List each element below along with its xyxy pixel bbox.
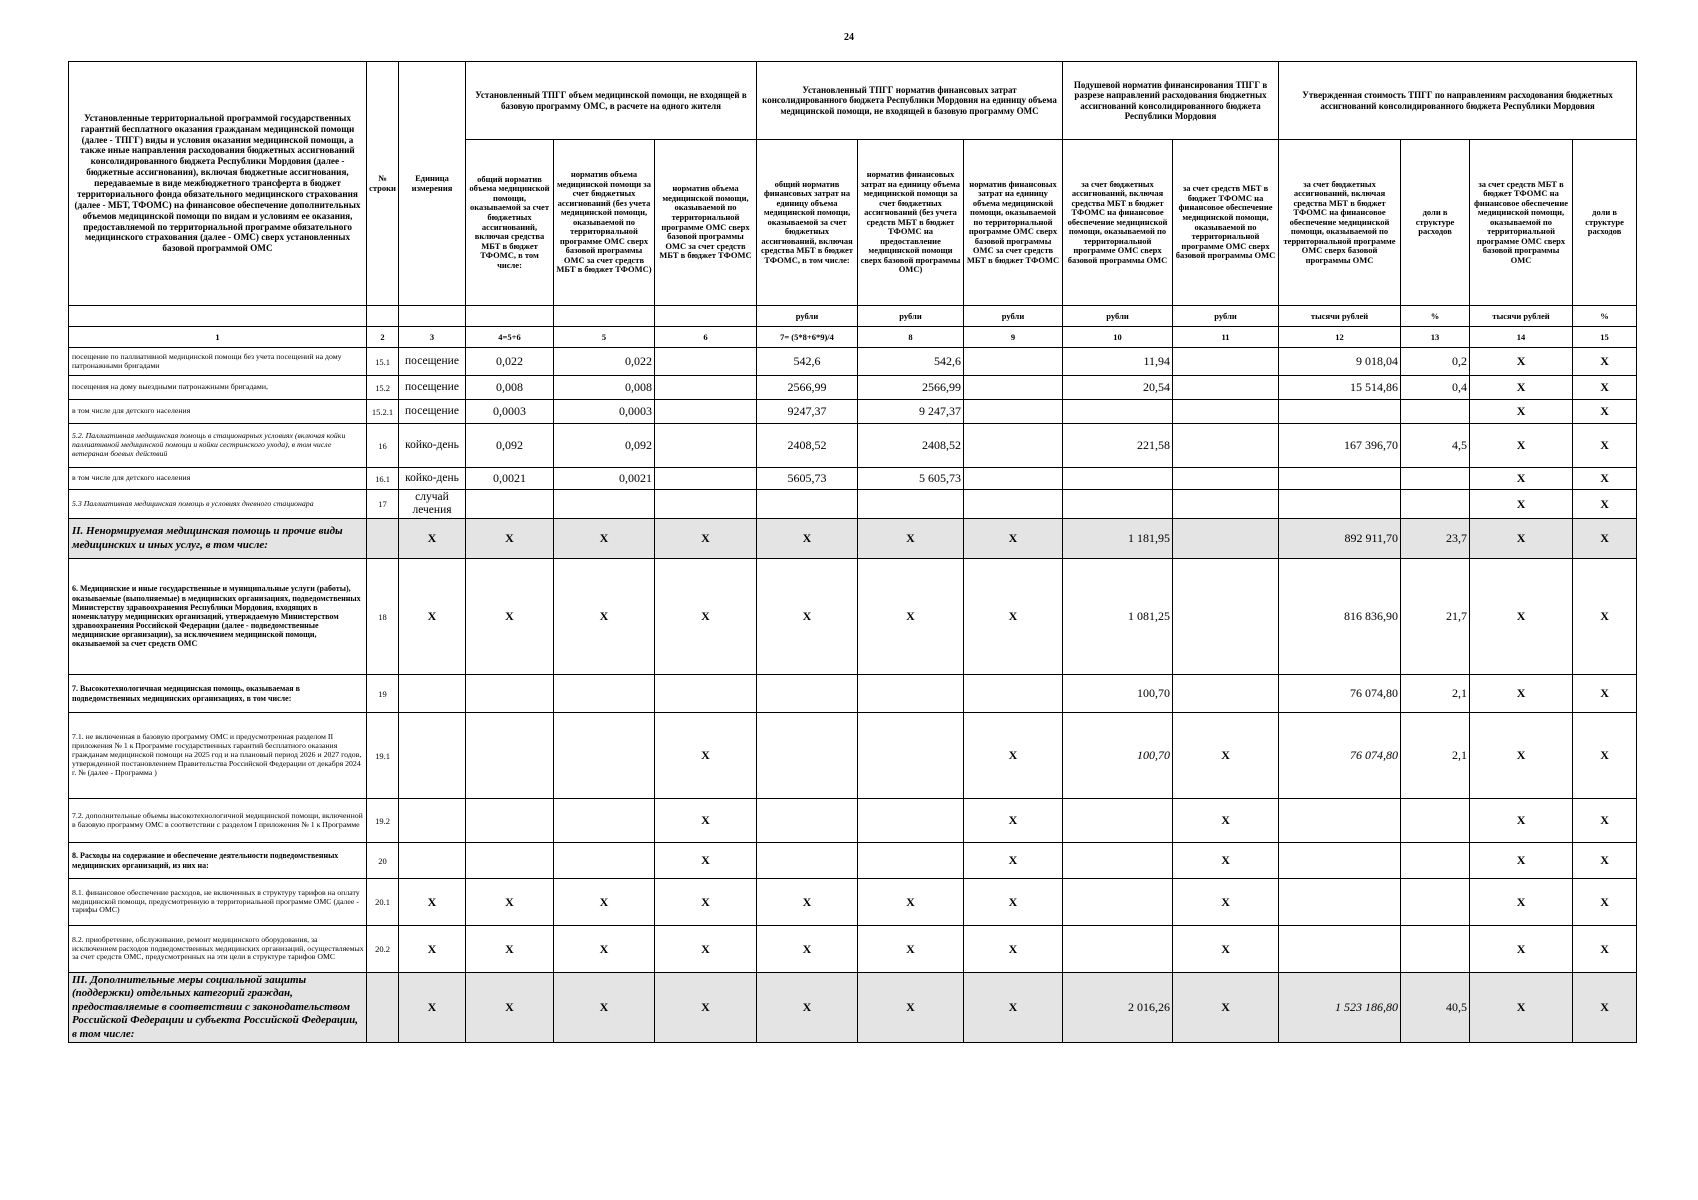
row-unit: X — [399, 926, 466, 973]
column-number: 4=5+6 — [466, 327, 554, 348]
cell-c15: X — [1573, 376, 1637, 400]
cell-c12 — [1279, 799, 1401, 843]
cell-c5: X — [554, 879, 655, 926]
cell-c9 — [964, 376, 1063, 400]
unit-cell: рубли — [1063, 306, 1173, 327]
cell-c14: X — [1470, 799, 1573, 843]
cell-c10 — [1063, 799, 1173, 843]
row-unit — [399, 675, 466, 713]
cell-c15: X — [1573, 468, 1637, 490]
cell-c11 — [1173, 675, 1279, 713]
row-unit: X — [399, 973, 466, 1043]
cell-c13: 2,1 — [1401, 675, 1470, 713]
cell-c15: X — [1573, 926, 1637, 973]
cell-c8: X — [858, 519, 964, 559]
cell-c4 — [466, 799, 554, 843]
cell-c12 — [1279, 490, 1401, 519]
cell-c10: 100,70 — [1063, 675, 1173, 713]
cell-c6: X — [655, 519, 757, 559]
cell-c12: 76 074,80 — [1279, 675, 1401, 713]
cell-c14: X — [1470, 424, 1573, 468]
cell-c11 — [1173, 559, 1279, 675]
header-col1: Установленные территориальной программой государственных гарантий бесплатного оказания гражданам медицинской помощи (далее - ТПГГ) виды и условия оказания медицинской помощи, а также иные направления расходования бюджетных ассигнований консолидированного бюджета Республики Мордовия (далее - бюджетные ассигнования), включая бюджетные ассигнования, передаваемые в виде межбюджетного трансферта в бюджет территориального фонда обязательного медицинского страхования (далее - МБТ, ТФОМС) на финансовое обеспечение дополнительных объемов медицинской помощи по видам и условиям ее оказания, предоставляемой по территориальной программе обязательного медицинского страхования (далее - ОМС) сверх установленных базовой программой ОМС — [69, 62, 367, 306]
unit-cell: рубли — [964, 306, 1063, 327]
cell-c6: X — [655, 559, 757, 675]
header-group-norm-cost: Установленный ТПГГ норматив финансовых затрат консолидированного бюджета Республики Мордовия на единицу объема медицинской помощи, не входящей в базовую программу ОМС — [757, 62, 1063, 140]
cell-c10: 1 081,25 — [1063, 559, 1173, 675]
cell-c15: X — [1573, 843, 1637, 879]
cell-c11: X — [1173, 879, 1279, 926]
cell-c8: 9 247,37 — [858, 400, 964, 424]
cell-c6: X — [655, 926, 757, 973]
cell-c4: X — [466, 879, 554, 926]
row-number: 20.2 — [367, 926, 399, 973]
row-name: 7.2. дополнительные объемы высокотехнологичной медицинской помощи, включенной в базовую программу ОМС в соответствии с разделом I приложения № 1 к Программе — [69, 799, 367, 843]
table-row — [69, 348, 1637, 376]
row-name: 6. Медицинские и иные государственные и муниципальные услуги (работы), оказываемые (выполняемые) в медицинских организациях, подведомственных Министерству здравоохранения Республики Мордовия, входящих в номенклатуру медицинских организаций, утверждаемую Министерством здравоохранения Российской Федерации (далее - подведомственные медицинские организации), за исключением медицинской помощи, оказываемой за счет средств ОМС — [69, 559, 367, 675]
row-number: 20.1 — [367, 879, 399, 926]
cell-c7: X — [757, 926, 858, 973]
cell-c12 — [1279, 879, 1401, 926]
row-number: 17 — [367, 490, 399, 519]
unit-cell — [69, 306, 367, 327]
row-number: 19.2 — [367, 799, 399, 843]
cell-c6 — [655, 424, 757, 468]
row-name: 5.3 Паллиативная медицинская помощь в условиях дневного стационара — [69, 490, 367, 519]
cell-c15: X — [1573, 348, 1637, 376]
header-col14: за счет средств МБТ в бюджет ТФОМС на финансовое обеспечение медицинской помощи, оказываемой по территориальной программе ОМС сверх базовой программы ОМС — [1470, 140, 1573, 306]
cell-c15: X — [1573, 424, 1637, 468]
cell-c6 — [655, 490, 757, 519]
cell-c5: 0,022 — [554, 348, 655, 376]
cell-c12: 76 074,80 — [1279, 713, 1401, 799]
header-col10: за счет бюджетных ассигнований, включая средства МБТ в бюджет ТФОМС на финансовое обеспечение медицинской помощи, оказываемой по территориальной программе ОМС сверх базовой программы ОМС — [1063, 140, 1173, 306]
cell-c6: X — [655, 713, 757, 799]
row-unit: койко-день — [399, 468, 466, 490]
column-number: 14 — [1470, 327, 1573, 348]
cell-c13: 2,1 — [1401, 713, 1470, 799]
row-unit: X — [399, 519, 466, 559]
table-row — [69, 879, 1637, 926]
cell-c6 — [655, 400, 757, 424]
cell-c10 — [1063, 490, 1173, 519]
row-name: в том числе для детского населения — [69, 468, 367, 490]
column-number: 6 — [655, 327, 757, 348]
cell-c12: 816 836,90 — [1279, 559, 1401, 675]
unit-cell: рубли — [858, 306, 964, 327]
column-number: 1 — [69, 327, 367, 348]
cell-c4: X — [466, 973, 554, 1043]
header-col12: за счет бюджетных ассигнований, включая средства МБТ в бюджет ТФОМС на финансовое обеспечение медицинской помощи, оказываемой по территориальной программе ОМС сверх базовой программы ОМС — [1279, 140, 1401, 306]
row-number: 19 — [367, 675, 399, 713]
cell-c10 — [1063, 468, 1173, 490]
cell-c9: X — [964, 799, 1063, 843]
cell-c7: X — [757, 973, 858, 1043]
cell-c7 — [757, 799, 858, 843]
cell-c9 — [964, 400, 1063, 424]
unit-cell: тысячи рублей — [1279, 306, 1401, 327]
cell-c5: 0,008 — [554, 376, 655, 400]
row-unit — [399, 713, 466, 799]
cell-c11 — [1173, 400, 1279, 424]
row-number: 16.1 — [367, 468, 399, 490]
row-number: 16 — [367, 424, 399, 468]
cell-c14: X — [1470, 675, 1573, 713]
cell-c8 — [858, 490, 964, 519]
cell-c7: 542,6 — [757, 348, 858, 376]
cell-c11 — [1173, 348, 1279, 376]
cell-c14: X — [1470, 843, 1573, 879]
cell-c4: 0,092 — [466, 424, 554, 468]
cell-c8 — [858, 713, 964, 799]
unit-cell: рубли — [757, 306, 858, 327]
column-number: 9 — [964, 327, 1063, 348]
row-number: 15.2 — [367, 376, 399, 400]
row-name: посещение по паллиативной медицинской помощи без учета посещений на дому патронажными бригадами — [69, 348, 367, 376]
cell-c9: X — [964, 713, 1063, 799]
row-number: 15.2.1 — [367, 400, 399, 424]
table-row — [69, 926, 1637, 973]
cell-c12 — [1279, 926, 1401, 973]
column-number: 11 — [1173, 327, 1279, 348]
cell-c12 — [1279, 400, 1401, 424]
cell-c6: X — [655, 973, 757, 1043]
header-group-volume: Установленный ТПГГ объем медицинской помощи, не входящей в базовую программу ОМС, в расчете на одного жителя — [466, 62, 757, 140]
cell-c15: X — [1573, 879, 1637, 926]
header-col6: норматив объема медицинской помощи, оказываемой по территориальной программе ОМС сверх базовой программы ОМС за счет средств МБТ в бюджет ТФОМС — [655, 140, 757, 306]
cell-c7 — [757, 675, 858, 713]
cell-c14: X — [1470, 348, 1573, 376]
row-name: посещения на дому выездными патронажными бригадами, — [69, 376, 367, 400]
row-name: в том числе для детского населения — [69, 400, 367, 424]
cell-c13 — [1401, 799, 1470, 843]
row-number: 19.1 — [367, 713, 399, 799]
cell-c8 — [858, 843, 964, 879]
cell-c13 — [1401, 400, 1470, 424]
table-row — [69, 400, 1637, 424]
cell-c10: 221,58 — [1063, 424, 1173, 468]
row-unit: посещение — [399, 400, 466, 424]
cell-c11: X — [1173, 713, 1279, 799]
cell-c12: 15 514,86 — [1279, 376, 1401, 400]
unit-cell — [466, 306, 554, 327]
column-number: 13 — [1401, 327, 1470, 348]
row-name: 7. Высокотехнологичная медицинская помощь, оказываемая в подведомственных медицинских организациях, в том числе: — [69, 675, 367, 713]
unit-cell — [367, 306, 399, 327]
cell-c5: X — [554, 559, 655, 675]
cell-c9: X — [964, 843, 1063, 879]
cell-c5 — [554, 843, 655, 879]
cell-c5 — [554, 490, 655, 519]
cell-c12: 892 911,70 — [1279, 519, 1401, 559]
cell-c5 — [554, 713, 655, 799]
cell-c5: 0,0003 — [554, 400, 655, 424]
cell-c12 — [1279, 468, 1401, 490]
cell-c11: X — [1173, 973, 1279, 1043]
column-numbers-row — [69, 327, 1637, 348]
cell-c14: X — [1470, 713, 1573, 799]
cell-c14: X — [1470, 400, 1573, 424]
header-group-cost: Утвержденная стоимость ТПГГ по направлениям расходования бюджетных ассигнований консолидированного бюджета Республики Мордовия — [1279, 62, 1637, 140]
row-name: 7.1. не включенная в базовую программу ОМС и предусмотренная разделом II приложения № 1 к Программе государственных гарантий бесплатного оказания гражданам медицинской помощи на 2025 год и на плановый период 2026 и 2027 годов, утвержденной постановлением Правительства Российской Федерации от декабря 2024 г. № (далее - Программа ) — [69, 713, 367, 799]
cell-c15: X — [1573, 490, 1637, 519]
column-number: 15 — [1573, 327, 1637, 348]
column-number: 2 — [367, 327, 399, 348]
units-row — [69, 306, 1637, 327]
cell-c5: 0,0021 — [554, 468, 655, 490]
cell-c10 — [1063, 843, 1173, 879]
cell-c7 — [757, 713, 858, 799]
table-row — [69, 468, 1637, 490]
header-col4: общий норматив объема медицинской помощи, оказываемой за счет бюджетных ассигнований, включая средства МБТ в бюджет ТФОМС, в том числе: — [466, 140, 554, 306]
cell-c10 — [1063, 879, 1173, 926]
cell-c11: X — [1173, 926, 1279, 973]
cell-c12 — [1279, 843, 1401, 879]
header-unit: Единица измерения — [399, 62, 466, 306]
cell-c4: X — [466, 519, 554, 559]
cell-c7: X — [757, 879, 858, 926]
cell-c6 — [655, 376, 757, 400]
unit-cell: % — [1573, 306, 1637, 327]
cell-c9 — [964, 424, 1063, 468]
cell-c11 — [1173, 490, 1279, 519]
cell-c4: X — [466, 559, 554, 675]
table-row — [69, 519, 1637, 559]
cell-c9: X — [964, 559, 1063, 675]
header-col13: доли в структуре расходов — [1401, 140, 1470, 306]
cell-c8: X — [858, 879, 964, 926]
cell-c4 — [466, 675, 554, 713]
cell-c4: 0,0021 — [466, 468, 554, 490]
cell-c8: 5 605,73 — [858, 468, 964, 490]
cell-c13: 0,2 — [1401, 348, 1470, 376]
cell-c6 — [655, 675, 757, 713]
table-row — [69, 843, 1637, 879]
cell-c12: 9 018,04 — [1279, 348, 1401, 376]
row-unit: койко-день — [399, 424, 466, 468]
column-number: 10 — [1063, 327, 1173, 348]
row-unit — [399, 799, 466, 843]
cell-c13: 0,4 — [1401, 376, 1470, 400]
cell-c6 — [655, 348, 757, 376]
cell-c7 — [757, 490, 858, 519]
cell-c11 — [1173, 519, 1279, 559]
row-unit — [399, 843, 466, 879]
column-number: 7= (5*8+6*9)/4 — [757, 327, 858, 348]
cell-c15: X — [1573, 713, 1637, 799]
unit-cell: % — [1401, 306, 1470, 327]
header-col9: норматив финансовых затрат на единицу объема медицинской помощи, оказываемой по территориальной программе ОМС сверх базовой программы ОМС за счет средств МБТ в бюджет ТФОМС — [964, 140, 1063, 306]
cell-c6: X — [655, 843, 757, 879]
unit-cell — [399, 306, 466, 327]
cell-c7: 5605,73 — [757, 468, 858, 490]
cell-c13: 40,5 — [1401, 973, 1470, 1043]
column-number: 3 — [399, 327, 466, 348]
cell-c5 — [554, 799, 655, 843]
cell-c7: 2566,99 — [757, 376, 858, 400]
cell-c13 — [1401, 843, 1470, 879]
cell-c11: X — [1173, 843, 1279, 879]
cell-c9 — [964, 468, 1063, 490]
cell-c4 — [466, 490, 554, 519]
unit-cell — [554, 306, 655, 327]
header-row-number: № строки — [367, 62, 399, 306]
cell-c9 — [964, 675, 1063, 713]
cell-c14: X — [1470, 490, 1573, 519]
cell-c12: 1 523 186,80 — [1279, 973, 1401, 1043]
cell-c8: 2566,99 — [858, 376, 964, 400]
cell-c7 — [757, 843, 858, 879]
cell-c14: X — [1470, 559, 1573, 675]
cell-c11: X — [1173, 799, 1279, 843]
table-row — [69, 424, 1637, 468]
cell-c11 — [1173, 468, 1279, 490]
cell-c5: X — [554, 926, 655, 973]
cell-c8: X — [858, 973, 964, 1043]
header-group-per-capita: Подушевой норматив финансирования ТПГГ в разрезе направлений расходования бюджетных ассигнований консолидированного бюджета Республики Мордовия — [1063, 62, 1279, 140]
row-name: 5.2. Паллиативная медицинская помощь в стационарных условиях (включая койки паллиативной медицинской помощи и койки сестринского ухода), в том числе ветеранам боевых действий — [69, 424, 367, 468]
row-number: 18 — [367, 559, 399, 675]
row-name: 8.2. приобретение, обслуживание, ремонт медицинского оборудования, за исключением расходов подведомственных медицинских организаций, осуществляемых за счет средств ОМС, предусмотренных на эти цели в структуре тарифов ОМС — [69, 926, 367, 973]
cell-c10: 100,70 — [1063, 713, 1173, 799]
cell-c4: 0,022 — [466, 348, 554, 376]
cell-c15: X — [1573, 675, 1637, 713]
cell-c4: 0,0003 — [466, 400, 554, 424]
cell-c7: X — [757, 559, 858, 675]
cell-c6: X — [655, 799, 757, 843]
cell-c8: X — [858, 559, 964, 675]
table-row — [69, 376, 1637, 400]
cell-c8: 2408,52 — [858, 424, 964, 468]
header-col5: норматив объема медицинской помощи за счет бюджетных ассигнований (без учета медицинской помощи, оказываемой по территориальной программе ОМС сверх базовой программы ОМС за счет средств МБТ в бюджет ТФОМС) — [554, 140, 655, 306]
cell-c13 — [1401, 926, 1470, 973]
cell-c4: 0,008 — [466, 376, 554, 400]
header-col7: общий норматив финансовых затрат на единицу объема медицинской помощи, оказываемой за счет бюджетных ассигнований, включая средства МБТ в бюджет ТФОМС, в том числе: — [757, 140, 858, 306]
cell-c15: X — [1573, 973, 1637, 1043]
cell-c8 — [858, 675, 964, 713]
cell-c5: X — [554, 519, 655, 559]
cell-c4 — [466, 713, 554, 799]
row-name: 8.1. финансовое обеспечение расходов, не включенных в структуру тарифов на оплату медицинской помощи, предусмотренную в территориальной программе ОМС (далее - тарифы ОМС) — [69, 879, 367, 926]
cell-c14: X — [1470, 973, 1573, 1043]
cell-c13 — [1401, 490, 1470, 519]
header-col11: за счет средств МБТ в бюджет ТФОМС на финансовое обеспечение медицинской помощи, оказываемой по территориальной программе ОМС сверх базовой программы ОМС — [1173, 140, 1279, 306]
row-name: 8. Расходы на содержание и обеспечение деятельности подведомственных медицинских организаций, из них на: — [69, 843, 367, 879]
cell-c13 — [1401, 468, 1470, 490]
cell-c10: 1 181,95 — [1063, 519, 1173, 559]
row-unit: X — [399, 879, 466, 926]
cell-c7: X — [757, 519, 858, 559]
column-number: 12 — [1279, 327, 1401, 348]
row-unit: посещение — [399, 376, 466, 400]
cell-c13 — [1401, 879, 1470, 926]
cell-c10: 2 016,26 — [1063, 973, 1173, 1043]
row-name: III. Дополнительные меры социальной защиты (поддержки) отдельных категорий граждан, предоставляемые в соответствии с законодательством Российской Федерации и субъекта Российской Федерации, в том числе: — [69, 973, 367, 1043]
table-row — [69, 799, 1637, 843]
row-number: 15.1 — [367, 348, 399, 376]
row-number: 20 — [367, 843, 399, 879]
cell-c5 — [554, 675, 655, 713]
cell-c8: 542,6 — [858, 348, 964, 376]
table-row — [69, 490, 1637, 519]
cell-c8 — [858, 799, 964, 843]
cell-c8: X — [858, 926, 964, 973]
cell-c4: X — [466, 926, 554, 973]
table-row — [69, 973, 1637, 1043]
row-number — [367, 973, 399, 1043]
cell-c5: X — [554, 973, 655, 1043]
row-unit: посещение — [399, 348, 466, 376]
row-unit: случай лечения — [399, 490, 466, 519]
table-row — [69, 713, 1637, 799]
cell-c13: 23,7 — [1401, 519, 1470, 559]
cell-c7: 2408,52 — [757, 424, 858, 468]
cell-c13: 4,5 — [1401, 424, 1470, 468]
cell-c9: X — [964, 973, 1063, 1043]
cell-c13: 21,7 — [1401, 559, 1470, 675]
cell-c6 — [655, 468, 757, 490]
row-name: II. Ненормируемая медицинская помощь и прочие виды медицинских и иных услуг, в том числе: — [69, 519, 367, 559]
cell-c6: X — [655, 879, 757, 926]
cell-c9: X — [964, 926, 1063, 973]
page-number: 24 — [844, 32, 854, 43]
cell-c14: X — [1470, 926, 1573, 973]
cell-c9: X — [964, 519, 1063, 559]
cell-c11 — [1173, 424, 1279, 468]
cell-c11 — [1173, 376, 1279, 400]
cell-c15: X — [1573, 519, 1637, 559]
cell-c12: 167 396,70 — [1279, 424, 1401, 468]
cell-c14: X — [1470, 376, 1573, 400]
header-col15: доли в структуре расходов — [1573, 140, 1637, 306]
cell-c4 — [466, 843, 554, 879]
cell-c14: X — [1470, 879, 1573, 926]
row-number — [367, 519, 399, 559]
table-row — [69, 559, 1637, 675]
cell-c9: X — [964, 879, 1063, 926]
cell-c9 — [964, 348, 1063, 376]
cell-c10: 11,94 — [1063, 348, 1173, 376]
column-number: 8 — [858, 327, 964, 348]
cell-c14: X — [1470, 519, 1573, 559]
header-col8: норматив финансовых затрат на единицу объема медицинской помощи за счет бюджетных ассигнований (без учета средств МБТ в бюджет ТФОМС на предоставление медицинской помощи сверх базовой программы ОМС) — [858, 140, 964, 306]
cell-c7: 9247,37 — [757, 400, 858, 424]
cell-c9 — [964, 490, 1063, 519]
financing-table — [68, 61, 1637, 1043]
cell-c10: 20,54 — [1063, 376, 1173, 400]
cell-c15: X — [1573, 559, 1637, 675]
column-number: 5 — [554, 327, 655, 348]
table-row — [69, 675, 1637, 713]
cell-c14: X — [1470, 468, 1573, 490]
unit-cell — [655, 306, 757, 327]
unit-cell: тысячи рублей — [1470, 306, 1573, 327]
cell-c15: X — [1573, 400, 1637, 424]
cell-c15: X — [1573, 799, 1637, 843]
cell-c10 — [1063, 926, 1173, 973]
cell-c10 — [1063, 400, 1173, 424]
cell-c5: 0,092 — [554, 424, 655, 468]
unit-cell: рубли — [1173, 306, 1279, 327]
row-unit: X — [399, 559, 466, 675]
